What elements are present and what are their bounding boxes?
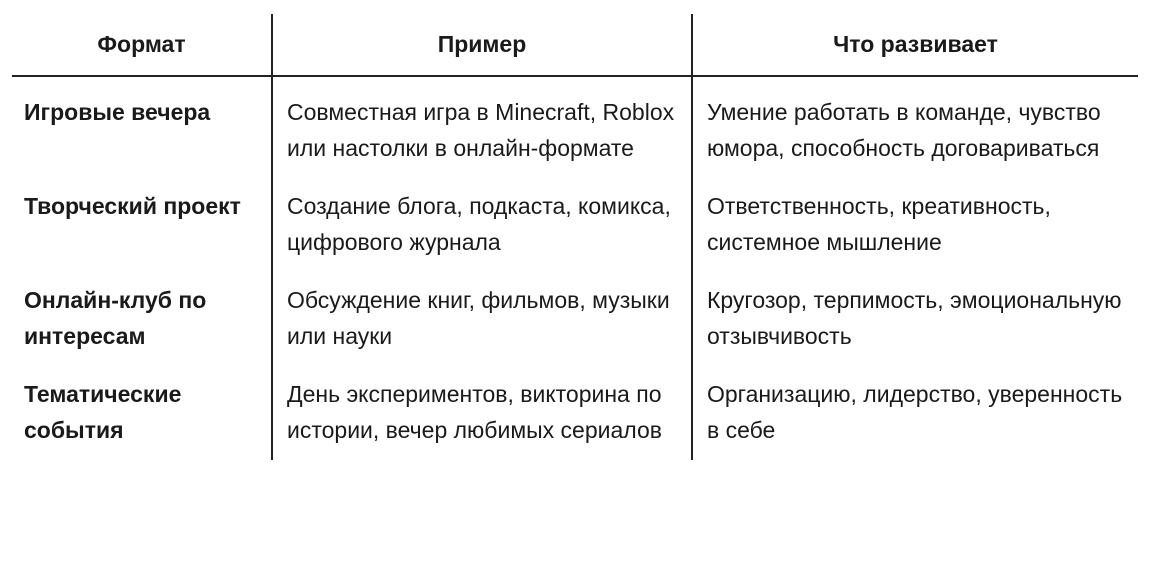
row-example: День экспериментов, викторина по истории, вечер любимых сериалов: [272, 376, 692, 460]
header-format: Формат: [12, 14, 272, 76]
row-develops: Кругозор, терпимость, эмоциональную отзывчивость: [692, 282, 1138, 376]
table-row: [12, 282, 1138, 376]
row-develops: Организацию, лидерство, уверенность в себе: [692, 376, 1138, 460]
row-example: Совместная игра в Minecraft, Roblox или настолки в онлайн-формате: [272, 76, 692, 188]
table-row: [12, 76, 1138, 188]
table-header-row: [12, 14, 1138, 76]
formats-table-container: [12, 14, 1138, 460]
row-format: Творческий проект: [24, 193, 241, 219]
formats-table: [12, 14, 1138, 460]
row-format: Игровые вечера: [24, 99, 211, 125]
row-example: Создание блога, подкаста, комикса, цифрового журнала: [272, 188, 692, 282]
row-format: Онлайн-клуб по интересам: [24, 287, 207, 349]
row-format: Тематические события: [24, 381, 182, 443]
row-develops: Умение работать в команде, чувство юмора, способность договариваться: [692, 76, 1138, 188]
header-develops: Что развивает: [692, 14, 1138, 76]
header-example: Пример: [272, 14, 692, 76]
row-develops: Ответственность, креативность, системное мышление: [692, 188, 1138, 282]
row-example: Обсуждение книг, фильмов, музыки или науки: [272, 282, 692, 376]
table-row: [12, 188, 1138, 282]
table-row: [12, 376, 1138, 460]
